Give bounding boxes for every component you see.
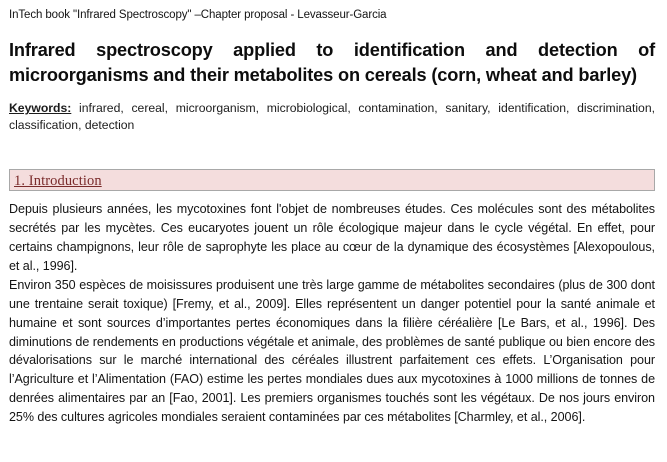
- keywords-line: [9, 100, 655, 133]
- document-content-column: [9, 0, 656, 427]
- keywords-values: infrared, cereal, microorganism, microbiological, contamination, sanitary, identification, discrimination, classification, detection: [9, 101, 655, 132]
- introduction-body: [9, 200, 655, 427]
- paragraph: Depuis plusieurs années, les mycotoxines font l'objet de nombreuses études. Ces molécules sont des métabolites secrétés par les mycètes. Ces eucaryotes jouent un rôle écologique majeur dans le cycle végétal. En effet, pour certains champignons, leur rôle de saprophyte les place au cœur de la dynamique des écosystèmes [Alexopoulous, et al., 1996].: [9, 202, 655, 273]
- keywords-label: Keywords:: [9, 101, 72, 116]
- running-header: InTech book "Infrared Spectroscopy" –Chapter proposal - Levasseur-Garcia: [9, 9, 387, 21]
- paragraph: Environ 350 espèces de moisissures produisent une très large gamme de métabolites secondaires (plus de 300 dont une trentaine serait toxique) [Fremy, et al., 2009]. Elles représentent un danger potentiel pour la santé animale et humaine et sont sources d’importantes pertes économiques dans la filière céréalière [Le Bars, et al., 1996]. Des diminutions de rendements en productions végétale et animale, des problèmes de santé publique ou bien encore des dévalorisations sur le marché international des céréales illustrent parfaitement ces effets. L’Organisation pour l’Agriculture et l’Alimentation (FAO) estime les pertes mondiales dues aux mycotoxines à 1000 millions de tonnes de denrées alimentaires par an [Fao, 2001]. Les premiers organismes touchés sont les végétaux. De nos jours environ 25% des cultures agricoles mondiales seraient contaminées par ces métabolites [Charmley, et al., 2006].: [9, 277, 655, 425]
- section-heading-box: [9, 169, 655, 191]
- page-title: Infrared spectroscopy applied to identification and detection of microorganisms and their metabolites on cereals (corn, wheat and barley): [9, 40, 655, 85]
- section-heading-introduction: 1. Introduction: [14, 173, 102, 190]
